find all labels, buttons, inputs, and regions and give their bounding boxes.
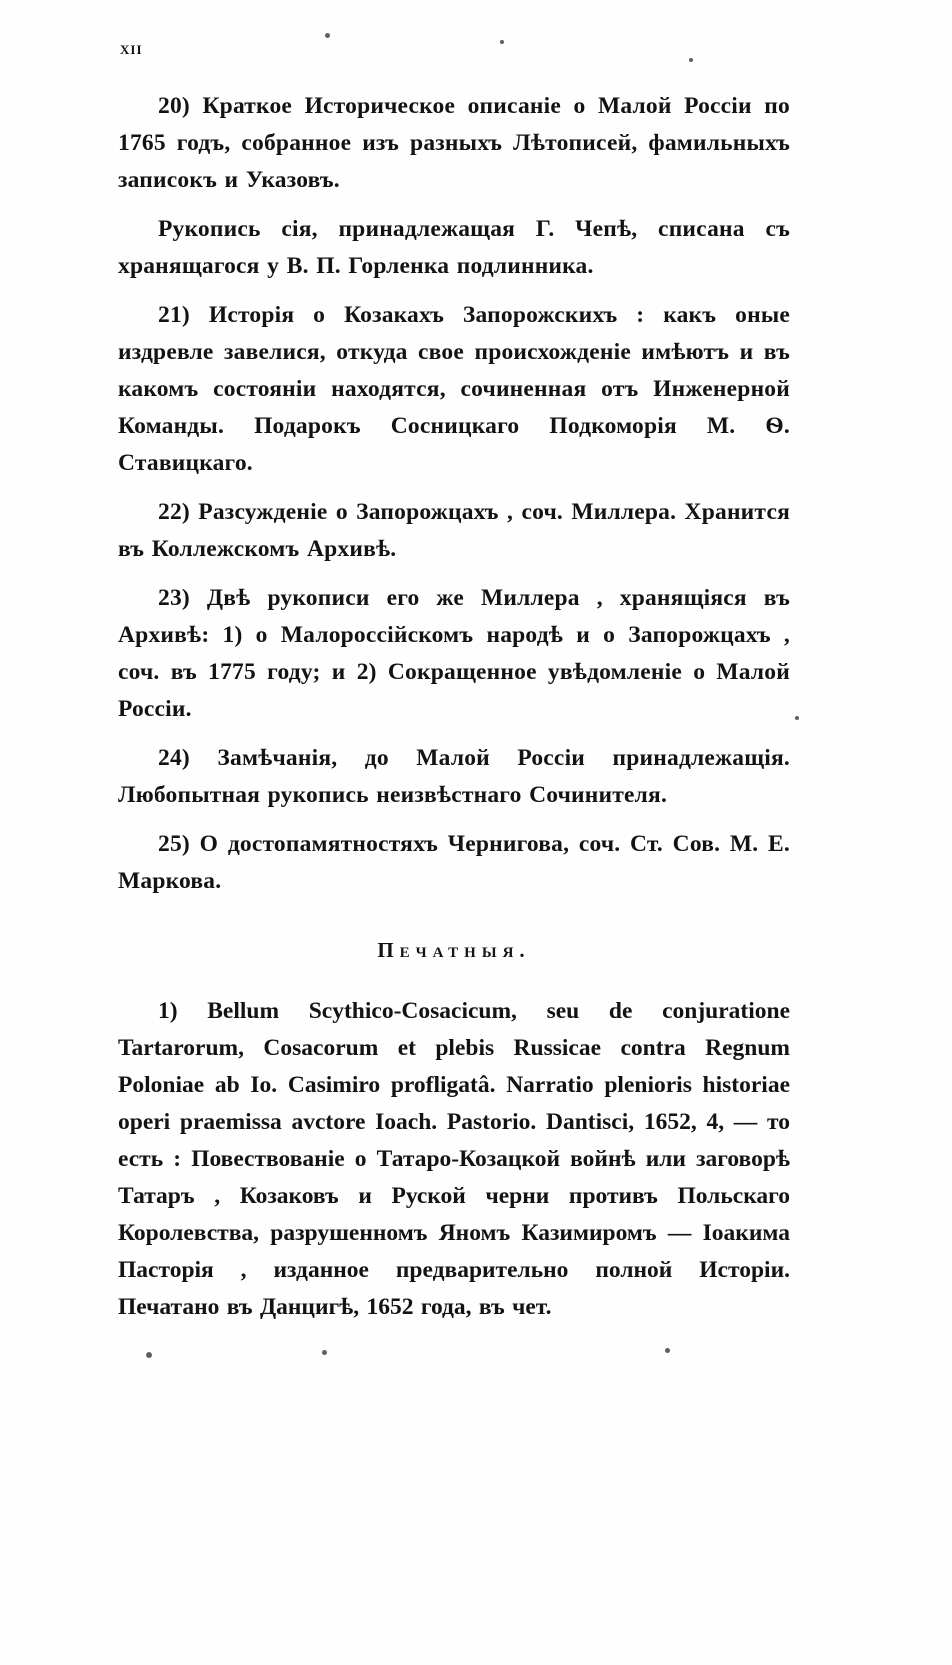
paragraph-item-23: 23) Двѣ рукописи его же Миллера , хранящіяся въ Архивѣ: 1) о Малороссійскомъ народѣ и о Запорожцахъ , соч. въ 1775 году; и 2) Сокращенное увѣдомленіе о Малой Россіи. — [118, 585, 790, 722]
paragraph-item-21: 21) Исторія о Козакахъ Запорожскихъ : какъ оные издревле завелися, откуда свое происхожденіе имѣютъ и въ какомъ состояніи находятся, сочиненная отъ Инженерной Команды. Подарокъ Сосницкаго Подкоморія М. Ѳ. Ставицкаго. — [118, 302, 790, 476]
paragraph-spacer — [118, 487, 790, 494]
paragraph-spacer — [118, 573, 790, 580]
scan-speck-icon — [795, 716, 799, 720]
scan-speck-icon — [665, 1348, 670, 1353]
page-number: xii — [120, 38, 143, 59]
paragraph-printed-item-1: 1) Bellum Scythico-Cosacicum, seu de conjuratione Tartarorum, Cosacorum et plebis Russicae contra Regnum Poloniae ab Io. Casimiro profligatâ. Narratio plenioris historiae operi praemissa avctore Ioach. Pastorio. Dantisci, 1652, 4, — то есть : Повествованіе о Татаро-Козацкой войнѣ или заговорѣ Татаръ , Козаковъ и Руской черни противъ Польскаго Королевства, разрушенномъ Яномъ Казимиромъ — Іоакима Пасторія , изданное предварительно полной Исторіи. Печатано въ Данцигѣ, 1652 года, въ чет. — [118, 998, 790, 1320]
scan-speck-icon — [500, 40, 504, 44]
paragraph-spacer — [118, 204, 790, 211]
scan-speck-icon — [325, 33, 330, 38]
scan-speck-icon — [146, 1352, 152, 1358]
paragraph-spacer — [118, 733, 790, 740]
paragraph-item-25: 25) О достопамятностяхъ Чернигова, соч. Ст. Сов. М. Е. Маркова. — [118, 831, 790, 894]
paragraph-item-22: 22) Разсужденіе о Запорожцахъ , соч. Миллера. Хранится въ Коллежскомъ Архивѣ. — [118, 499, 790, 562]
scan-speck-icon — [689, 58, 693, 62]
paragraph-spacer — [118, 290, 790, 297]
paragraph-item-20-note: Рукопись сія, принадлежащая Г. Чепѣ, списана съ хранящагося у В. П. Горленка подлинника. — [118, 216, 790, 279]
page-body — [118, 88, 790, 1331]
scan-speck-icon — [322, 1350, 327, 1355]
paragraph-item-20: 20) Краткое Историческое описаніе о Малой Россіи по 1765 годъ, собранное изъ разныхъ Лѣтописей, фамильныхъ записокъ и Указовъ. — [118, 93, 790, 193]
paragraph-spacer — [118, 819, 790, 826]
paragraph-item-24: 24) Замѣчанія, до Малой Россіи принадлежащія. Любопытная рукопись неизвѣстнаго Сочинителя. — [118, 745, 790, 808]
section-heading-printed: Печатныя. — [377, 938, 531, 962]
